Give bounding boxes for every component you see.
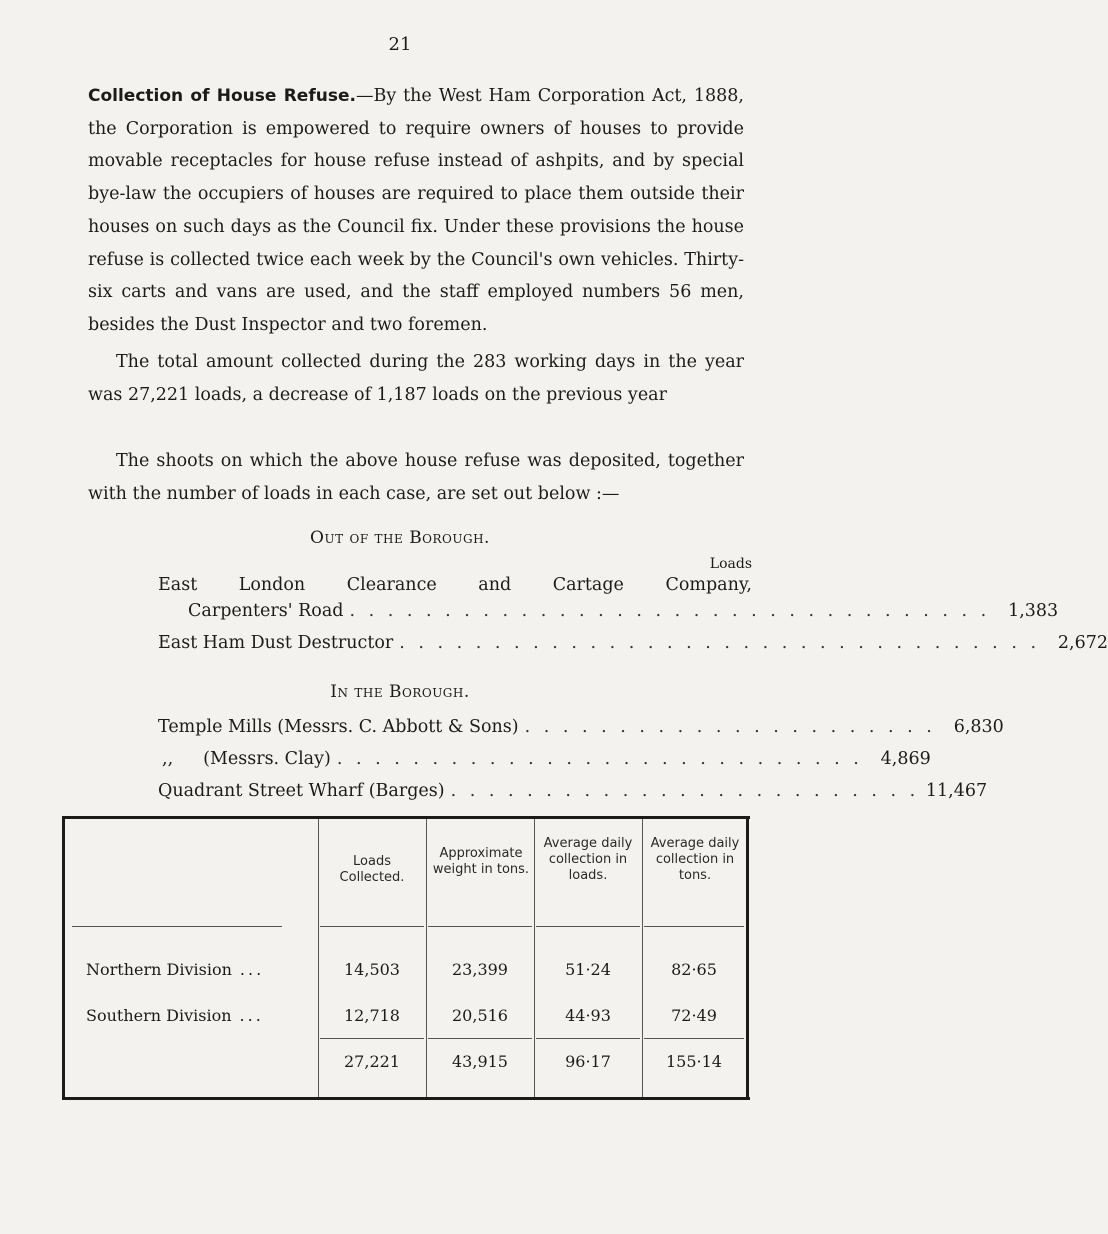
header-average-daily-tons: Average daily collection in tons. — [650, 836, 740, 883]
total-average-daily-tons: 155·14 — [666, 1052, 722, 1071]
table-top-rule — [62, 816, 750, 819]
header-loads-collected: Loads Collected. — [339, 854, 405, 885]
paragraph-total-amount: The total amount collected during the 283 working days in the year was 27,221 loads, a decrease of 1,187 loads on the previous year — [88, 352, 744, 405]
heading-in-borough: In the Borough. — [330, 682, 470, 702]
header-underline — [320, 926, 424, 927]
total-loads-collected: 27,221 — [344, 1052, 400, 1071]
header-underline — [536, 926, 640, 927]
table-right-border — [746, 819, 749, 1097]
refuse-collection-table — [62, 816, 750, 1100]
total-approximate-weight: 43,915 — [452, 1052, 508, 1071]
cell-approximate-weight: 20,516 — [452, 1006, 508, 1025]
entry-value: 6,830 — [953, 717, 1004, 737]
cell-average-daily-loads: 51·24 — [565, 960, 611, 979]
cell-average-daily-tons: 72·49 — [671, 1006, 717, 1025]
total-average-daily-loads: 96·17 — [565, 1052, 611, 1071]
entry-name: Temple Mills (Messrs. C. Abbott & Sons) — [158, 717, 519, 737]
cell-loads-collected: 12,718 — [344, 1006, 400, 1025]
cell-loads-collected: 14,503 — [344, 960, 400, 979]
paragraph-body: —By the West Ham Corporation Act, 1888, the Corporation is empowered to require owners of houses to provide movable receptacles for house refuse instead of ashpits, and by special bye-law the occupiers of houses are required to place them outside their houses on such days as the Council fix. Under these provisions the house refuse is collected twice each week by the Council's own vehicles. Thirty-six carts and vans are used, and the staff employed numbers 56 men, besides the Dust Inspector and two foremen. — [88, 86, 744, 335]
leader-dots: ... — [239, 1006, 264, 1025]
table-column-divider — [426, 819, 427, 1097]
entry-east-ham-dust-destructor — [158, 630, 1108, 656]
leader-dots: . . . . . . . . . . . . . . . . . . . . . . . . . . . . — [336, 749, 863, 769]
entry-value: 1,383 — [1008, 601, 1059, 621]
entry-value: 2,672 — [1057, 633, 1108, 653]
total-rule — [536, 1038, 640, 1039]
entry-name: East London Clearance and Cartage Company, — [158, 575, 752, 595]
total-rule — [644, 1038, 744, 1039]
table-row-northern-division — [86, 960, 316, 979]
paragraph-collection-house-refuse — [88, 80, 744, 342]
leader-dots: . . . . . . . . . . . . . . . . . . . . . . . . . . . . . . . . . . — [399, 633, 1041, 653]
table-left-border — [62, 819, 65, 1097]
table-row-southern-division — [86, 1006, 316, 1025]
table-column-divider — [534, 819, 535, 1097]
entry-east-london-clearance-line1 — [158, 572, 752, 598]
entry-temple-mills-clay — [158, 746, 931, 772]
header-approximate-weight: Approximate weight in tons. — [432, 846, 530, 877]
ditto-mark: ,, — [162, 749, 174, 769]
header-underline — [72, 926, 282, 927]
leader-dots: ... — [239, 960, 265, 979]
entry-name: Carpenters' Road — [188, 601, 344, 621]
paragraph-shoots: The shoots on which the above house refuse was deposited, together with the number of loads in each case, are set out below :— — [88, 451, 744, 504]
entry-name: (Messrs. Clay) — [203, 749, 331, 769]
entry-east-london-clearance — [158, 598, 1059, 624]
leader-dots: . . . . . . . . . . . . . . . . . . . . . . . . . — [450, 781, 920, 801]
loads-column-heading: Loads — [709, 556, 752, 572]
cell-average-daily-loads: 44·93 — [565, 1006, 611, 1025]
header-underline — [428, 926, 532, 927]
leader-dots: . . . . . . . . . . . . . . . . . . . . . . . . . . . . . . . . . . — [349, 601, 991, 621]
table-bottom-rule — [62, 1097, 750, 1100]
entry-quadrant-street-wharf — [158, 778, 988, 804]
entry-value: 11,467 — [925, 781, 988, 801]
row-label: Northern Division — [86, 960, 232, 979]
entry-name: East Ham Dust Destructor — [158, 633, 394, 653]
leader-dots: . . . . . . . . . . . . . . . . . . . . . . — [524, 717, 936, 737]
header-underline — [644, 926, 744, 927]
total-rule — [428, 1038, 532, 1039]
cell-average-daily-tons: 82·65 — [671, 960, 717, 979]
row-label: Southern Division — [86, 1006, 232, 1025]
entry-value: 4,869 — [880, 749, 931, 769]
table-column-divider — [642, 819, 643, 1097]
page-number: 21 — [388, 34, 412, 55]
cell-approximate-weight: 23,399 — [452, 960, 508, 979]
entry-name: Quadrant Street Wharf (Barges) — [158, 781, 445, 801]
section-lead-title: Collection of House Refuse. — [88, 86, 356, 106]
header-average-daily-loads: Average daily collection in loads. — [543, 836, 633, 883]
entry-temple-mills-abbott — [158, 714, 1004, 740]
table-column-divider — [318, 819, 319, 1097]
heading-out-of-borough: Out of the Borough. — [310, 528, 490, 548]
total-rule — [320, 1038, 424, 1039]
